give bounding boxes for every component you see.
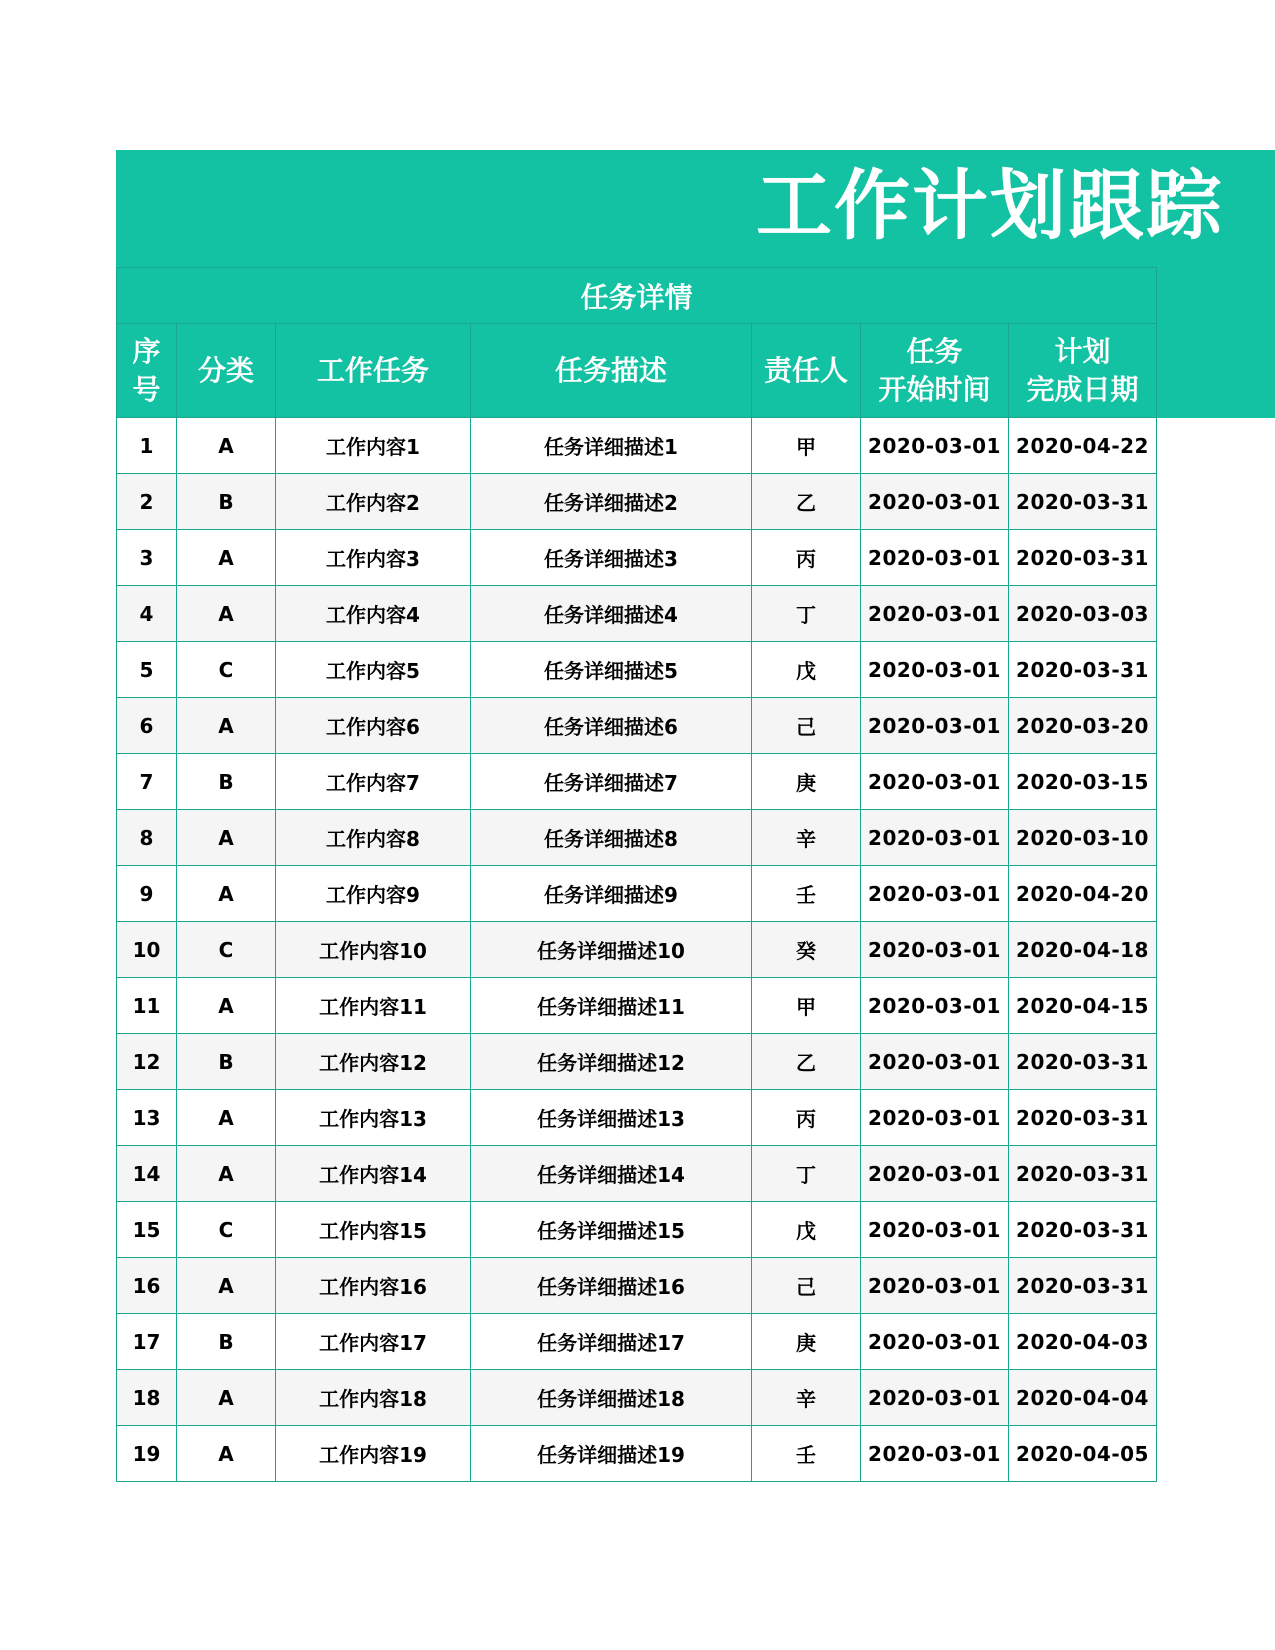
cell-no[interactable]: 17 bbox=[117, 1314, 177, 1370]
cell-owner[interactable]: 壬 bbox=[752, 1426, 861, 1482]
cell-plan-date[interactable]: 2020-04-03 bbox=[1009, 1314, 1157, 1370]
cell-owner[interactable]: 己 bbox=[752, 1258, 861, 1314]
cell-plan-date[interactable]: 2020-04-22 bbox=[1009, 418, 1157, 474]
cell-plan-date[interactable]: 2020-03-31 bbox=[1009, 474, 1157, 530]
cell-start-date[interactable]: 2020-03-01 bbox=[861, 1202, 1009, 1258]
cell-category[interactable]: A bbox=[177, 1426, 276, 1482]
cell-task[interactable]: 工作内容10 bbox=[276, 922, 471, 978]
cell-task[interactable]: 工作内容17 bbox=[276, 1314, 471, 1370]
cell-category[interactable]: A bbox=[177, 866, 276, 922]
cell-category[interactable]: A bbox=[177, 698, 276, 754]
cell-description[interactable]: 任务详细描述13 bbox=[471, 1090, 752, 1146]
cell-task[interactable]: 工作内容11 bbox=[276, 978, 471, 1034]
table-row bbox=[117, 922, 1157, 978]
table-row bbox=[117, 810, 1157, 866]
cell-task[interactable]: 工作内容18 bbox=[276, 1370, 471, 1426]
table-row bbox=[117, 978, 1157, 1034]
cell-category[interactable]: C bbox=[177, 922, 276, 978]
cell-category[interactable]: A bbox=[177, 978, 276, 1034]
table-row bbox=[117, 1370, 1157, 1426]
cell-task[interactable]: 工作内容13 bbox=[276, 1090, 471, 1146]
cell-description[interactable]: 任务详细描述4 bbox=[471, 586, 752, 642]
cell-description[interactable]: 任务详细描述14 bbox=[471, 1146, 752, 1202]
cell-description[interactable]: 任务详细描述15 bbox=[471, 1202, 752, 1258]
cell-description[interactable]: 任务详细描述9 bbox=[471, 866, 752, 922]
cell-owner[interactable]: 丙 bbox=[752, 530, 861, 586]
cell-start-date[interactable]: 2020-03-01 bbox=[861, 698, 1009, 754]
cell-task[interactable]: 工作内容16 bbox=[276, 1258, 471, 1314]
cell-plan-date[interactable]: 2020-03-31 bbox=[1009, 1090, 1157, 1146]
cell-start-date[interactable]: 2020-03-01 bbox=[861, 922, 1009, 978]
cell-no[interactable]: 10 bbox=[117, 922, 177, 978]
cell-no[interactable]: 16 bbox=[117, 1258, 177, 1314]
cell-owner[interactable]: 庚 bbox=[752, 754, 861, 810]
table-row bbox=[117, 1258, 1157, 1314]
table-row bbox=[117, 866, 1157, 922]
cell-description[interactable]: 任务详细描述8 bbox=[471, 810, 752, 866]
cell-no[interactable]: 13 bbox=[117, 1090, 177, 1146]
col-header-start[interactable]: 任务 开始时间 bbox=[861, 324, 1009, 418]
cell-start-date[interactable]: 2020-03-01 bbox=[861, 866, 1009, 922]
cell-task[interactable]: 工作内容9 bbox=[276, 866, 471, 922]
cell-category[interactable]: C bbox=[177, 1202, 276, 1258]
cell-description[interactable]: 任务详细描述18 bbox=[471, 1370, 752, 1426]
cell-start-date[interactable]: 2020-03-01 bbox=[861, 418, 1009, 474]
cell-no[interactable]: 3 bbox=[117, 530, 177, 586]
cell-category[interactable]: B bbox=[177, 1314, 276, 1370]
cell-task[interactable]: 工作内容4 bbox=[276, 586, 471, 642]
cell-start-date[interactable]: 2020-03-01 bbox=[861, 1370, 1009, 1426]
cell-start-date[interactable]: 2020-03-01 bbox=[861, 1034, 1009, 1090]
cell-category[interactable]: A bbox=[177, 530, 276, 586]
table-row bbox=[117, 1202, 1157, 1258]
cell-start-date[interactable]: 2020-03-01 bbox=[861, 1090, 1009, 1146]
col-header-no[interactable]: 序 号 bbox=[117, 324, 177, 418]
cell-plan-date[interactable]: 2020-04-04 bbox=[1009, 1370, 1157, 1426]
cell-description[interactable]: 任务详细描述1 bbox=[471, 418, 752, 474]
cell-plan-date[interactable]: 2020-03-31 bbox=[1009, 530, 1157, 586]
cell-task[interactable]: 工作内容1 bbox=[276, 418, 471, 474]
cell-owner[interactable]: 戊 bbox=[752, 642, 861, 698]
cell-description[interactable]: 任务详细描述16 bbox=[471, 1258, 752, 1314]
cell-plan-date[interactable]: 2020-03-31 bbox=[1009, 1034, 1157, 1090]
cell-no[interactable]: 1 bbox=[117, 418, 177, 474]
cell-no[interactable]: 12 bbox=[117, 1034, 177, 1090]
cell-owner[interactable]: 甲 bbox=[752, 418, 861, 474]
cell-category[interactable]: B bbox=[177, 754, 276, 810]
cell-plan-date[interactable]: 2020-04-05 bbox=[1009, 1426, 1157, 1482]
cell-plan-date[interactable]: 2020-03-31 bbox=[1009, 642, 1157, 698]
table-row bbox=[117, 586, 1157, 642]
cell-description[interactable]: 任务详细描述11 bbox=[471, 978, 752, 1034]
page-title: 工作计划跟踪 bbox=[756, 161, 1224, 250]
cell-start-date[interactable]: 2020-03-01 bbox=[861, 1146, 1009, 1202]
cell-no[interactable]: 4 bbox=[117, 586, 177, 642]
table-row bbox=[117, 418, 1157, 474]
cell-owner[interactable]: 癸 bbox=[752, 922, 861, 978]
cell-no[interactable]: 5 bbox=[117, 642, 177, 698]
cell-start-date[interactable]: 2020-03-01 bbox=[861, 978, 1009, 1034]
column-header-row bbox=[117, 324, 1157, 418]
cell-start-date[interactable]: 2020-03-01 bbox=[861, 1314, 1009, 1370]
cell-owner[interactable]: 庚 bbox=[752, 1314, 861, 1370]
cell-task[interactable]: 工作内容14 bbox=[276, 1146, 471, 1202]
cell-no[interactable]: 11 bbox=[117, 978, 177, 1034]
cell-start-date[interactable]: 2020-03-01 bbox=[861, 1258, 1009, 1314]
cell-owner[interactable]: 己 bbox=[752, 698, 861, 754]
cell-plan-date[interactable]: 2020-03-10 bbox=[1009, 810, 1157, 866]
table-row bbox=[117, 1034, 1157, 1090]
cell-category[interactable]: B bbox=[177, 474, 276, 530]
cell-category[interactable]: A bbox=[177, 1258, 276, 1314]
cell-owner[interactable]: 辛 bbox=[752, 1370, 861, 1426]
cell-owner[interactable]: 丙 bbox=[752, 1090, 861, 1146]
cell-owner[interactable]: 丁 bbox=[752, 1146, 861, 1202]
table-row bbox=[117, 642, 1157, 698]
cell-owner[interactable]: 壬 bbox=[752, 866, 861, 922]
cell-description[interactable]: 任务详细描述12 bbox=[471, 1034, 752, 1090]
cell-task[interactable]: 工作内容19 bbox=[276, 1426, 471, 1482]
cell-owner[interactable]: 乙 bbox=[752, 1034, 861, 1090]
task-table bbox=[116, 267, 1157, 1482]
cell-task[interactable]: 工作内容15 bbox=[276, 1202, 471, 1258]
cell-no[interactable]: 19 bbox=[117, 1426, 177, 1482]
cell-description[interactable]: 任务详细描述3 bbox=[471, 530, 752, 586]
cell-category[interactable]: A bbox=[177, 1146, 276, 1202]
cell-category[interactable]: B bbox=[177, 1034, 276, 1090]
cell-plan-date[interactable]: 2020-03-20 bbox=[1009, 698, 1157, 754]
cell-task[interactable]: 工作内容5 bbox=[276, 642, 471, 698]
cell-start-date[interactable]: 2020-03-01 bbox=[861, 754, 1009, 810]
cell-task[interactable]: 工作内容6 bbox=[276, 698, 471, 754]
cell-task[interactable]: 工作内容12 bbox=[276, 1034, 471, 1090]
cell-plan-date[interactable]: 2020-03-15 bbox=[1009, 754, 1157, 810]
cell-description[interactable]: 任务详细描述6 bbox=[471, 698, 752, 754]
cell-category[interactable]: A bbox=[177, 1090, 276, 1146]
col-header-owner[interactable]: 责任人 bbox=[752, 324, 861, 418]
cell-start-date[interactable]: 2020-03-01 bbox=[861, 642, 1009, 698]
cell-owner[interactable]: 戊 bbox=[752, 1202, 861, 1258]
cell-start-date[interactable]: 2020-03-01 bbox=[861, 586, 1009, 642]
table-row bbox=[117, 698, 1157, 754]
col-header-plan[interactable]: 计划 完成日期 bbox=[1009, 324, 1157, 418]
cell-task[interactable]: 工作内容8 bbox=[276, 810, 471, 866]
cell-task[interactable]: 工作内容3 bbox=[276, 530, 471, 586]
cell-no[interactable]: 2 bbox=[117, 474, 177, 530]
cell-no[interactable]: 7 bbox=[117, 754, 177, 810]
table-row bbox=[117, 1314, 1157, 1370]
cell-start-date[interactable]: 2020-03-01 bbox=[861, 530, 1009, 586]
cell-category[interactable]: A bbox=[177, 810, 276, 866]
col-header-category[interactable]: 分类 bbox=[177, 324, 276, 418]
table-row bbox=[117, 474, 1157, 530]
title-area bbox=[116, 150, 1224, 268]
col-header-description[interactable]: 任务描述 bbox=[471, 324, 752, 418]
col-header-task[interactable]: 工作任务 bbox=[276, 324, 471, 418]
cell-no[interactable]: 14 bbox=[117, 1146, 177, 1202]
cell-description[interactable]: 任务详细描述5 bbox=[471, 642, 752, 698]
cell-no[interactable]: 8 bbox=[117, 810, 177, 866]
cell-category[interactable]: A bbox=[177, 1370, 276, 1426]
cell-plan-date[interactable]: 2020-04-20 bbox=[1009, 866, 1157, 922]
cell-no[interactable]: 6 bbox=[117, 698, 177, 754]
table-row bbox=[117, 1146, 1157, 1202]
cell-task[interactable]: 工作内容7 bbox=[276, 754, 471, 810]
cell-description[interactable]: 任务详细描述17 bbox=[471, 1314, 752, 1370]
table-row bbox=[117, 530, 1157, 586]
cell-owner[interactable]: 辛 bbox=[752, 810, 861, 866]
cell-description[interactable]: 任务详细描述19 bbox=[471, 1426, 752, 1482]
cell-no[interactable]: 15 bbox=[117, 1202, 177, 1258]
cell-plan-date[interactable]: 2020-03-31 bbox=[1009, 1202, 1157, 1258]
cell-description[interactable]: 任务详细描述10 bbox=[471, 922, 752, 978]
table-row bbox=[117, 754, 1157, 810]
cell-start-date[interactable]: 2020-03-01 bbox=[861, 474, 1009, 530]
cell-category[interactable]: A bbox=[177, 418, 276, 474]
cell-plan-date[interactable]: 2020-04-18 bbox=[1009, 922, 1157, 978]
table-row bbox=[117, 1090, 1157, 1146]
cell-description[interactable]: 任务详细描述7 bbox=[471, 754, 752, 810]
cell-start-date[interactable]: 2020-03-01 bbox=[861, 810, 1009, 866]
cell-no[interactable]: 18 bbox=[117, 1370, 177, 1426]
cell-plan-date[interactable]: 2020-03-31 bbox=[1009, 1146, 1157, 1202]
cell-no[interactable]: 9 bbox=[117, 866, 177, 922]
cell-plan-date[interactable]: 2020-03-31 bbox=[1009, 1258, 1157, 1314]
cell-category[interactable]: C bbox=[177, 642, 276, 698]
table-row bbox=[117, 1426, 1157, 1482]
group-header: 任务详情 bbox=[117, 268, 1157, 324]
cell-task[interactable]: 工作内容2 bbox=[276, 474, 471, 530]
cell-description[interactable]: 任务详细描述2 bbox=[471, 474, 752, 530]
cell-plan-date[interactable]: 2020-03-03 bbox=[1009, 586, 1157, 642]
cell-owner[interactable]: 乙 bbox=[752, 474, 861, 530]
cell-category[interactable]: A bbox=[177, 586, 276, 642]
cell-owner[interactable]: 丁 bbox=[752, 586, 861, 642]
cell-start-date[interactable]: 2020-03-01 bbox=[861, 1426, 1009, 1482]
cell-owner[interactable]: 甲 bbox=[752, 978, 861, 1034]
cell-plan-date[interactable]: 2020-04-15 bbox=[1009, 978, 1157, 1034]
